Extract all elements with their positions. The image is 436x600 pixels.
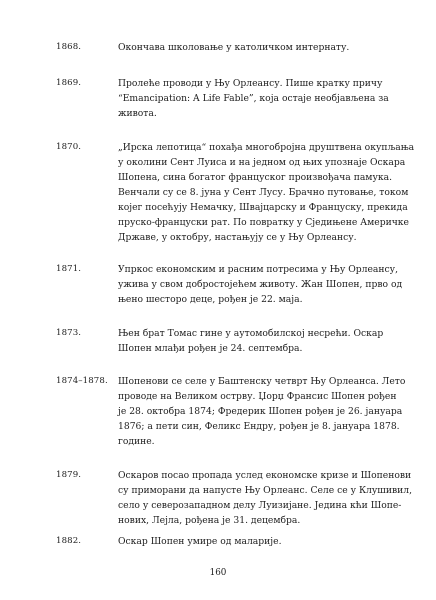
entry-year: 1879. <box>56 470 82 480</box>
text-line: Окончава школовање у католичком интернату. <box>118 42 350 53</box>
entry-text <box>118 326 398 356</box>
text-line: Шопен млађи рођен је 24. септембра. <box>118 343 303 354</box>
entry-text <box>118 468 413 528</box>
entry-year: 1870. <box>56 142 82 152</box>
text-line: године. <box>118 436 155 447</box>
text-line: Државе, у октобру, настањују се у Њу Орлеансу. <box>118 232 357 243</box>
text-line: проводе на Великом острву. Џорџ Франсис Шопен рођен <box>118 391 397 402</box>
entry-year: 1874–1878. <box>56 376 108 386</box>
text-line: Венчали су се 8. јуна у Сент Лусу. Брачно путовање, током <box>118 187 409 198</box>
entry-year: 1882. <box>56 536 82 546</box>
entry-text <box>118 534 398 549</box>
text-line: у околини Сент Луиса и на једном од њих упознаје Оскара <box>118 157 406 168</box>
text-line: “Emancipation: A Life Fable”, која остаје необјављена за <box>118 93 389 104</box>
text-line: њено шесторо деце, рођен је 22. маја. <box>118 294 303 305</box>
entry-year: 1871. <box>56 264 82 274</box>
entry-text <box>118 374 406 449</box>
text-line: Оскар Шопен умире од маларије. <box>118 536 282 547</box>
text-line: Оскаров посао пропада услед економске кризе и Шопенови <box>118 470 412 481</box>
entry-year: 1868. <box>56 42 82 52</box>
text-line: су приморани да напусте Њу Орлеанс. Селе се у Клушивил, <box>118 485 413 496</box>
text-line: је 28. октобра 1874; Фредерик Шопен рођен је 26. јануара <box>118 406 403 417</box>
entry-year: 1869. <box>56 78 82 88</box>
text-line: Њен брат Томас гине у аутомобилској несрећи. Оскар <box>118 328 384 339</box>
text-line: пруско-француски рат. По повратку у Сједињене Америчке <box>118 217 409 228</box>
page-number: 160 <box>209 568 227 578</box>
text-line: Пролеће проводи у Њу Орлеансу. Пише кратку причу <box>118 78 383 89</box>
entry-text <box>118 140 415 245</box>
entry-text <box>118 262 403 307</box>
text-line: Шопена, сина богатог француског произвођача памука. <box>118 172 392 183</box>
entry-text <box>118 40 398 55</box>
text-line: ужива у свом добростојећем животу. Жан Шопен, прво од <box>118 279 403 290</box>
text-line: Упркос економским и расним потресима у Њу Орлеансу, <box>118 264 398 275</box>
entry-text <box>118 76 398 121</box>
text-line: живота. <box>118 108 157 119</box>
text-line: којег посећују Немачку, Швајцарску и Француску, прекида <box>118 202 408 213</box>
text-line: 1876; а пети син, Феликс Ендру, рођен је 8. јануара 1878. <box>118 421 400 432</box>
text-line: село у северозападном делу Луизијане. Једина кћи Шопе- <box>118 500 402 511</box>
entry-year: 1873. <box>56 328 82 338</box>
text-line: Шопенови се селе у Баштенску четврт Њу Орлеанса. Лето <box>118 376 406 387</box>
text-line: нових, Лејла, рођена је 31. децембра. <box>118 515 301 526</box>
text-line: „Ирска лепотица“ похађа многобројна друштвена окупљања <box>118 142 415 153</box>
